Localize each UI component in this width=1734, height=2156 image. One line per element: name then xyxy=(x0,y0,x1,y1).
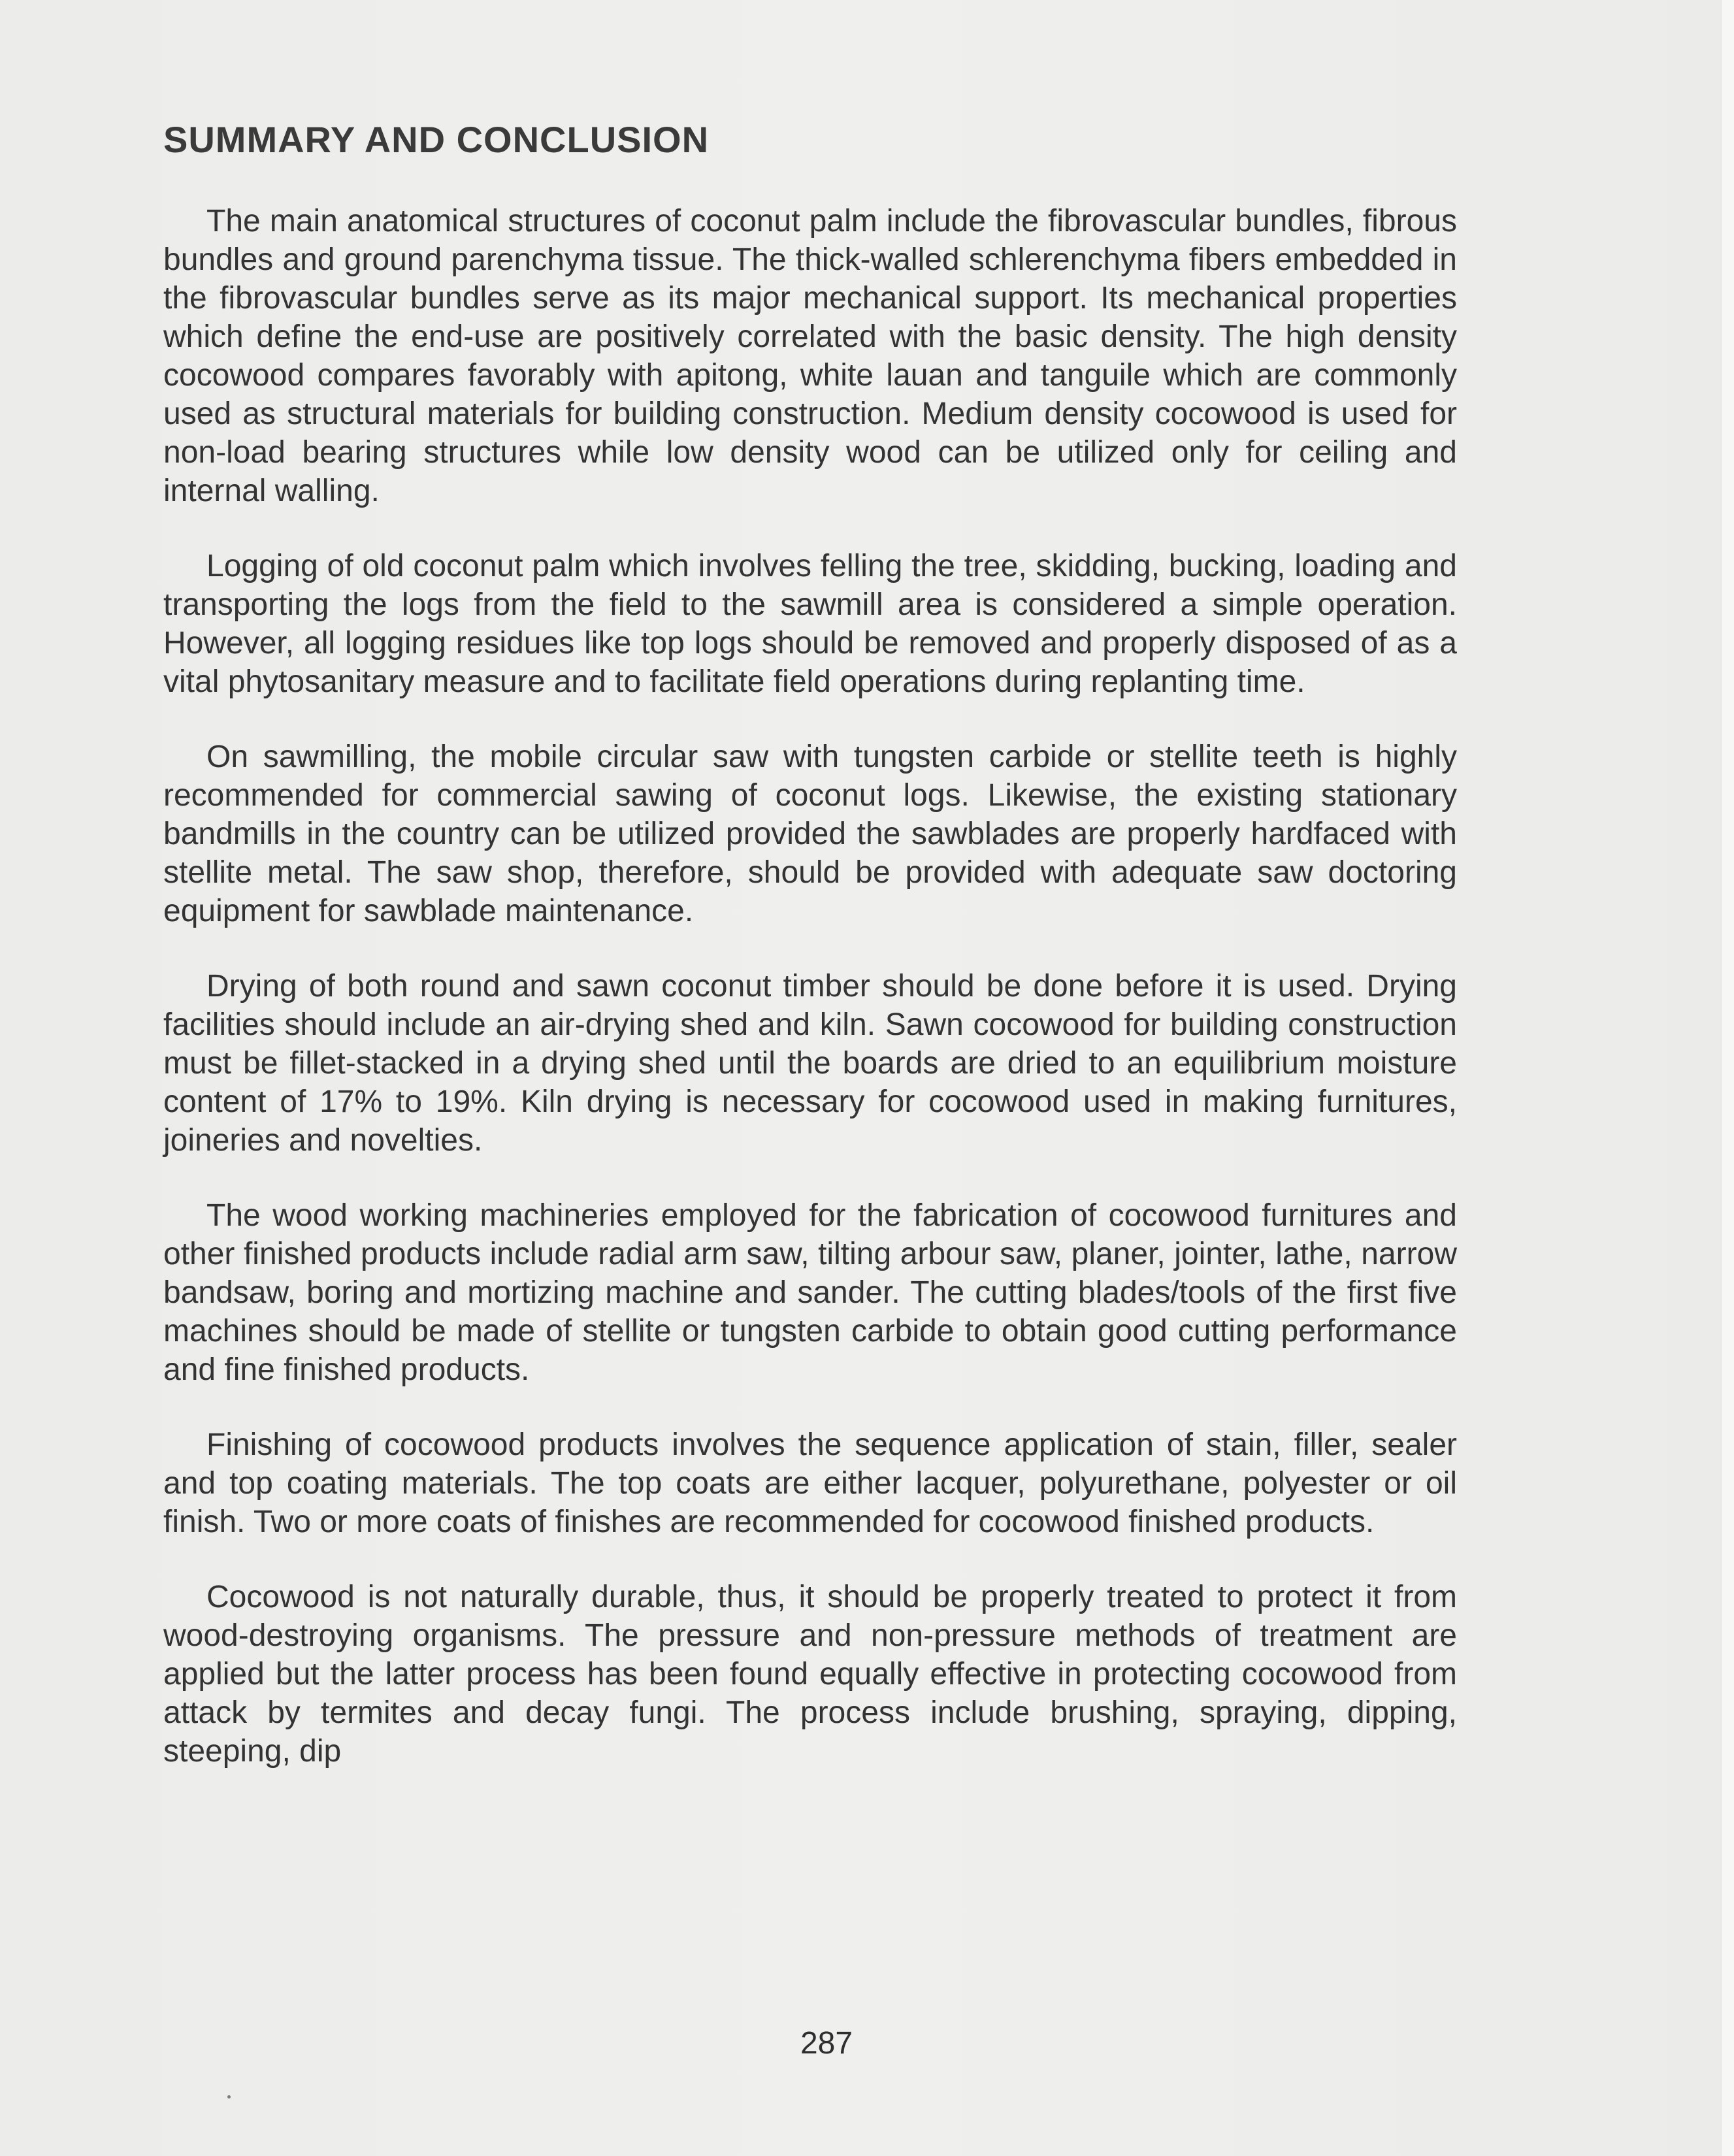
section-title: SUMMARY AND CONCLUSION xyxy=(163,119,710,160)
paragraph-finishing: Finishing of cocowood products involves the sequence application of stain, filler, sealer and top coating materials. The top coats are either lacquer, polyurethane, polyester or oil finish. Two or more coats of finishes are recommended for cocowood finished products. xyxy=(163,1428,1457,1540)
paragraph-machineries: The wood working machineries employed for the fabrication of cocowood furnitures and other finished products include radial arm saw, tilting arbour saw, planer, jointer, lathe, narrow bandsaw, boring and mortizing machine and sander. The cutting blades/tools of the first five machines should be made of stellite or tungsten carbide to obtain good cutting performance and fine finished products. xyxy=(163,1198,1457,1388)
paragraph-drying: Drying of both round and sawn coconut timber should be done before it is used. Drying facilities should include an air-drying shed and kiln. Sawn cocowood for building construction must be fillet-stacked in a drying shed until the boards are dried to an equilibrium moisture content of 17% to 19%. Kiln drying is necessary for cocowood used in making furnitures, joineries and novelties. xyxy=(163,969,1457,1158)
page-number: 287 xyxy=(800,2026,853,2061)
page-edge xyxy=(1722,0,1734,2156)
paragraph-logging: Logging of old coconut palm which involves felling the tree, skidding, bucking, loading and transporting the logs from the field to the sawmill area is considered a simple operation. However, all logging residues like top logs should be removed and properly disposed of as a vital phytosanitary measure and to facilitate field operations during replanting time. xyxy=(163,549,1457,700)
paragraph-treatment: Cocowood is not naturally durable, thus, it should be properly treated to protect it from wood-destroying organisms. The pressure and non-pressure methods of treatment are applied but the latter process has been found equally effective in protecting cocowood from attack by termites and decay fungi. The process include brushing, spraying, dipping, steeping, dip xyxy=(163,1580,1457,1769)
paragraph-anatomy: The main anatomical structures of coconut palm include the fibrovascular bundles, fibrous bundles and ground parenchyma tissue. The thick-walled schlerenchyma fibers embedded in the fibrovascular bundles serve as its major mechanical support. Its mechanical properties which define the end-use are positively correlated with the basic density. The high density cocowood compares favorably with apitong, white lauan and tanguile which are commonly used as structural materials for building construction. Medium density cocowood is used for non-load bearing structures while low density wood can be utilized only for ceiling and internal walling. xyxy=(163,204,1457,509)
scan-speck xyxy=(227,2095,231,2099)
page-content xyxy=(163,118,1457,1807)
paragraph-sawmilling: On sawmilling, the mobile circular saw with tungsten carbide or stellite teeth is highly recommended for commercial sawing of coconut logs. Likewise, the existing stationary bandmills in the country can be utilized provided the sawblades are properly hardfaced with stellite metal. The saw shop, therefore, should be provided with adequate saw doctoring equipment for sawblade maintenance. xyxy=(163,740,1457,929)
